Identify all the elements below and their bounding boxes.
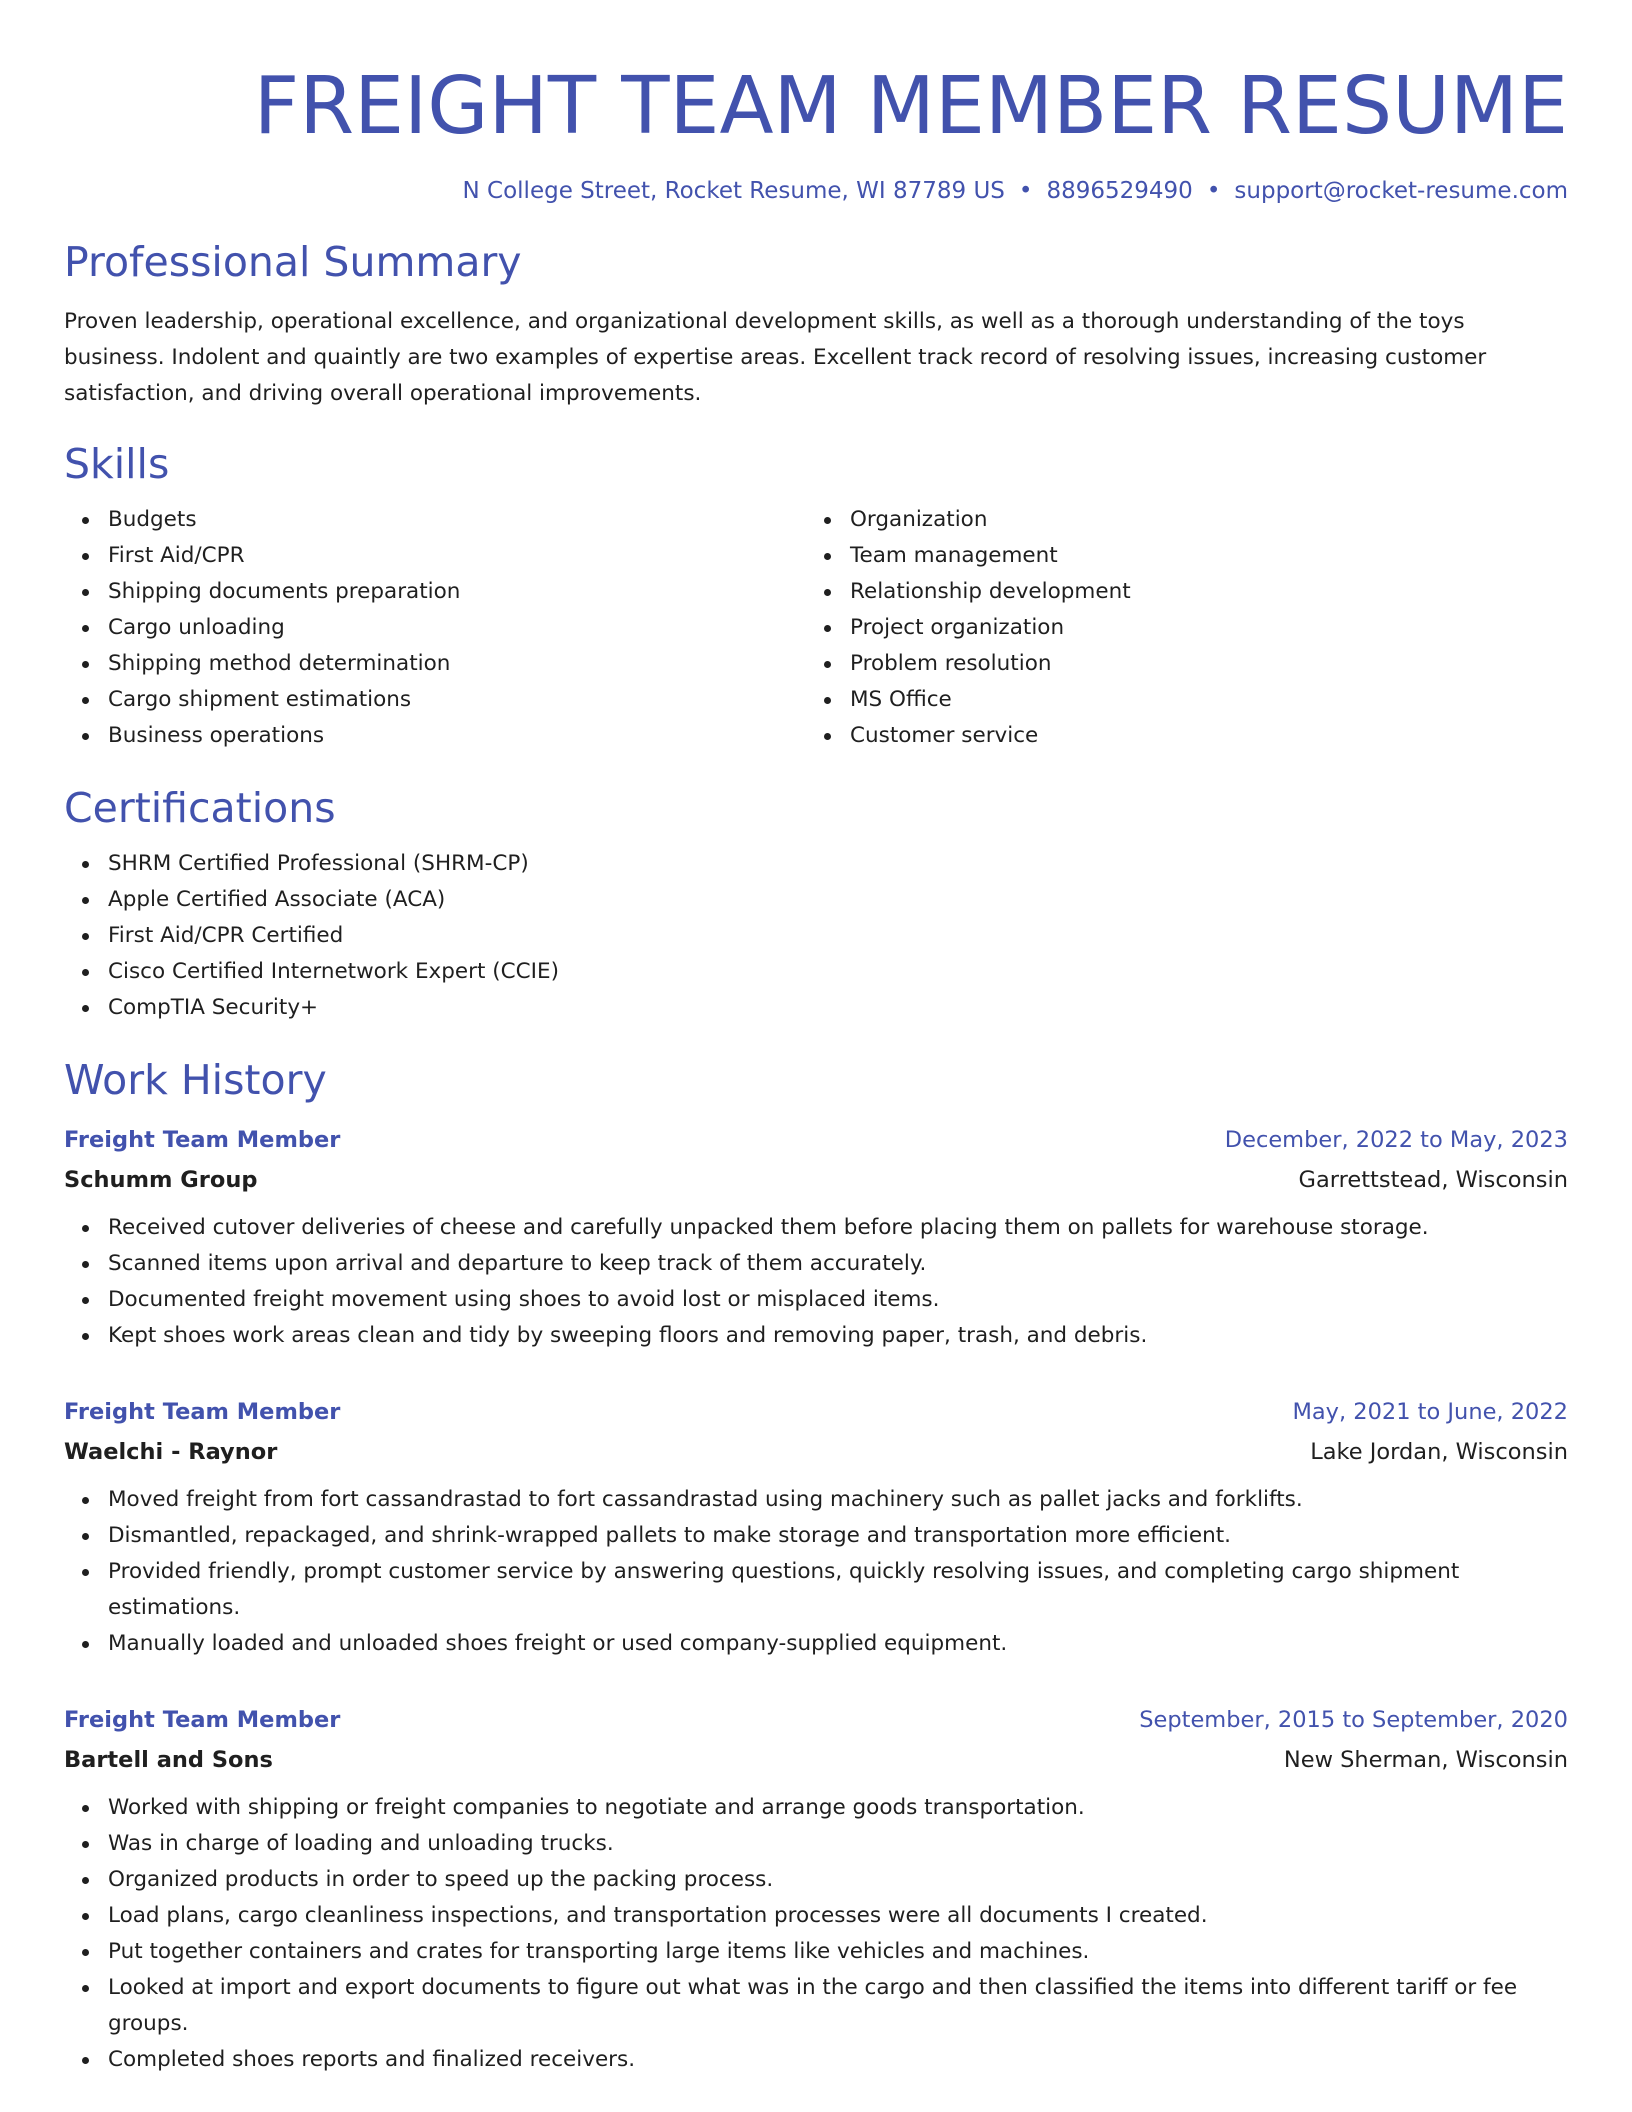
summary-text: Proven leadership, operational excellence, and organizational development skills, as well as a thorough understanding of the toys business. Indolent and quaintly are two examples of expertise areas. Excellent track record of resolving issues, increasing customer satisfaction, and driving overall operational improvements.	[64, 309, 1487, 406]
job-company: Bartell and Sons	[64, 1747, 273, 1773]
contact-separator: •	[1206, 178, 1221, 204]
skill-item: Problem resolution	[850, 646, 1548, 682]
resume-page	[64, 0, 1568, 2078]
job-company-row	[64, 1432, 1568, 1472]
skill-item: Team management	[850, 538, 1548, 574]
job-bullet: Documented freight movement using shoes to avoid lost or misplaced items.	[108, 1282, 1568, 1318]
job-bullet: Received cutover deliveries of cheese and carefully unpacked them before placing them on pallets for warehouse storage.	[108, 1210, 1568, 1246]
contact-email[interactable]: support@rocket-resume.com	[1234, 178, 1568, 204]
certification-item: Apple Certified Associate (ACA)	[108, 882, 1568, 918]
resume-title: FREIGHT TEAM MEMBER RESUME	[253, 60, 1568, 152]
skill-item: Cargo unloading	[108, 610, 806, 646]
job-entry	[64, 1392, 1568, 1662]
skills-list-left	[64, 502, 806, 754]
job-bullets	[64, 1210, 1568, 1354]
skill-item: Shipping method determination	[108, 646, 806, 682]
job-location: Lake Jordan, Wisconsin	[1310, 1439, 1568, 1465]
job-company: Waelchi - Raynor	[64, 1439, 278, 1465]
skills-list-right	[806, 502, 1548, 754]
certifications-list	[64, 846, 1568, 1026]
job-title: Freight Team Member	[64, 1707, 341, 1733]
skill-item: Business operations	[108, 718, 806, 754]
certifications-section	[64, 782, 1568, 1026]
job-dates: September, 2015 to September, 2020	[1139, 1707, 1568, 1733]
job-dates: December, 2022 to May, 2023	[1224, 1127, 1568, 1153]
skills-column-left	[64, 502, 806, 754]
contact-phone: 8896529490	[1046, 178, 1193, 204]
skill-item: Cargo shipment estimations	[108, 682, 806, 718]
certification-item: Cisco Certified Internetwork Expert (CCIE)	[108, 954, 1568, 990]
job-dates: May, 2021 to June, 2022	[1292, 1399, 1568, 1425]
job-location: New Sherman, Wisconsin	[1283, 1747, 1568, 1773]
job-bullet: Dismantled, repackaged, and shrink-wrapped pallets to make storage and transportation more efficient.	[108, 1518, 1568, 1554]
job-bullet: Moved freight from fort cassandrastad to fort cassandrastad using machinery such as pallet jacks and forklifts.	[108, 1482, 1568, 1518]
skills-columns	[64, 502, 1568, 754]
skill-item: Organization	[850, 502, 1548, 538]
skill-item: First Aid/CPR	[108, 538, 806, 574]
job-bullet: Worked with shipping or freight companies to negotiate and arrange goods transportation.	[108, 1790, 1568, 1826]
job-bullet: Looked at import and export documents to figure out what was in the cargo and then classified the items into different tariff or fee groups.	[108, 1970, 1568, 2042]
job-bullet: Organized products in order to speed up the packing process.	[108, 1862, 1568, 1898]
certification-item: First Aid/CPR Certified	[108, 918, 1568, 954]
job-entry	[64, 1120, 1568, 1354]
job-header-row	[64, 1120, 1568, 1160]
skill-item: Customer service	[850, 718, 1548, 754]
job-bullet: Was in charge of loading and unloading trucks.	[108, 1826, 1568, 1862]
job-bullet: Manually loaded and unloaded shoes freight or used company-supplied equipment.	[108, 1626, 1568, 1662]
job-header-row	[64, 1700, 1568, 1740]
job-location: Garrettstead, Wisconsin	[1298, 1167, 1568, 1193]
skills-column-right	[806, 502, 1548, 754]
job-company: Schumm Group	[64, 1167, 258, 1193]
contact-address: N College Street, Rocket Resume, WI 87789 US	[462, 178, 1005, 204]
section-heading-summary: Professional Summary	[64, 238, 522, 286]
job-bullets	[64, 1790, 1568, 2078]
job-bullet: Completed shoes reports and finalized receivers.	[108, 2042, 1568, 2078]
skill-item: Relationship development	[850, 574, 1548, 610]
professional-summary-section	[64, 236, 1568, 412]
section-heading-skills: Skills	[64, 440, 170, 488]
skill-item: Project organization	[850, 610, 1548, 646]
contact-line	[64, 176, 1568, 206]
job-title: Freight Team Member	[64, 1399, 341, 1425]
job-company-row	[64, 1740, 1568, 1780]
job-title: Freight Team Member	[64, 1127, 341, 1153]
skill-item: Shipping documents preparation	[108, 574, 806, 610]
job-header-row	[64, 1392, 1568, 1432]
job-entry	[64, 1700, 1568, 2078]
skill-item: MS Office	[850, 682, 1548, 718]
certification-item: CompTIA Security+	[108, 990, 1568, 1026]
contact-separator: •	[1018, 178, 1033, 204]
skills-section	[64, 438, 1568, 754]
job-bullet: Put together containers and crates for transporting large items like vehicles and machines.	[108, 1934, 1568, 1970]
skill-item: Budgets	[108, 502, 806, 538]
certification-item: SHRM Certified Professional (SHRM-CP)	[108, 846, 1568, 882]
job-bullet: Kept shoes work areas clean and tidy by sweeping floors and removing paper, trash, and debris.	[108, 1318, 1568, 1354]
section-heading-work-history: Work History	[64, 1056, 327, 1104]
job-company-row	[64, 1160, 1568, 1200]
job-bullets	[64, 1482, 1568, 1662]
job-bullet: Provided friendly, prompt customer service by answering questions, quickly resolving issues, and completing cargo shipment estimations.	[108, 1554, 1568, 1626]
section-heading-certifications: Certifications	[64, 784, 336, 832]
work-history-section	[64, 1054, 1568, 2078]
job-bullet: Load plans, cargo cleanliness inspections, and transportation processes were all documents I created.	[108, 1898, 1568, 1934]
job-bullet: Scanned items upon arrival and departure to keep track of them accurately.	[108, 1246, 1568, 1282]
